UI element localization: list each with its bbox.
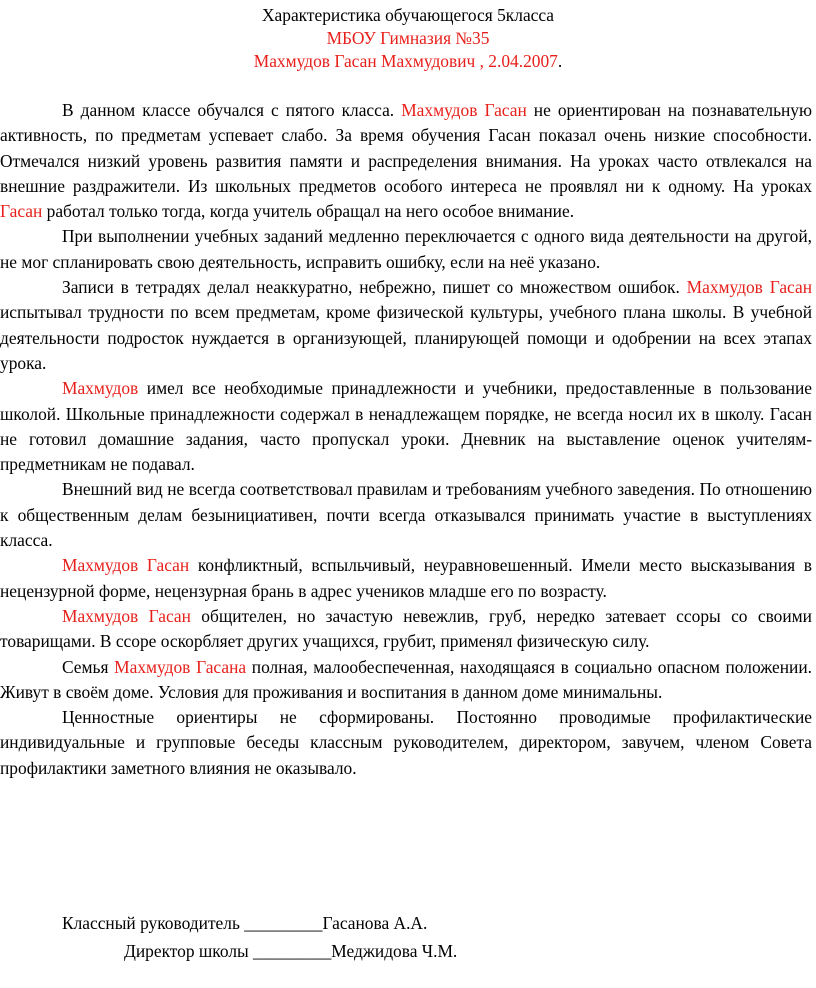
- p4-name: Махмудов: [62, 378, 139, 399]
- paragraph-2: [0, 224, 812, 275]
- p1-text-b: не ориентирован на познавательную активность, по предметам успевает слабо. За время обучения Гасан показал очень низкие способности. Отмечался низкий уровень развития памяти и распределения внимания. На уроках часто отвлекался на внешние раздражители. Из школьных предметов особого интереса не проявлял ни к одному. На уроках: [0, 100, 812, 196]
- p8-name: Махмудов Гасана: [114, 656, 247, 677]
- p1-text-c: работал только тогда, когда учитель обращал на него особое внимание.: [42, 201, 575, 222]
- p8-text-a: Семья: [62, 656, 115, 677]
- student-name-dot: .: [557, 51, 563, 71]
- p3-text-b: испытывал трудности по всем предметам, кроме физической культуры, учебного плана школы. В учебной деятельности подросток нуждается в организующей, планирующей помощи и одобрении на всех этапах урока.: [0, 302, 812, 373]
- p1-name-1: Махмудов Гасан: [401, 100, 527, 120]
- p5-text: Внешний вид не всегда соответствовал правилам и требованиям учебного заведения. По отношению к общественным делам безынициативен, почти всегда отказывался принимать участие в выступлениях класса.: [0, 479, 812, 551]
- student-name: Махмудов Гасан Махмудович , 2.04.2007: [253, 51, 558, 71]
- paragraph-5: [0, 477, 812, 553]
- paragraph-6: [0, 553, 812, 604]
- p3-name: Махмудов Гасан: [686, 277, 812, 298]
- p4-text: имел все необходимые принадлежности и учебники, предоставленные в пользование школой. Школьные принадлежности содержал в ненадлежащем порядке, не всегда носил их в школу. Гасан не готовил домашние задания, часто пропускал уроки. Дневник на выставление оценок учителям-предметникам не подавал.: [0, 378, 812, 475]
- paragraph-4: [0, 376, 812, 477]
- title-text: Характеристика обучающегося 5класса: [261, 5, 555, 25]
- paragraph-9: [0, 705, 812, 781]
- p8-text-b: полная, малообеспеченная, находящаяся в социально опасном положении. Живут в своём доме. Условия для проживания и воспитания в данном доме минимальны.: [0, 656, 812, 702]
- paragraph-1: [0, 98, 812, 224]
- paragraph-3: [0, 275, 812, 376]
- school-name: [0, 27, 816, 49]
- teacher-signature-line: Классный руководитель _________Гасанова А.А.: [62, 913, 428, 933]
- paragraph-7: [0, 604, 812, 655]
- p9-text: Ценностные ориентиры не сформированы. Постоянно проводимые профилактические индивидуальные и групповые беседы классным руководителем, директором, завучем, членом Совета профилактики заметного влияния не оказывало.: [0, 707, 812, 778]
- p2-text: При выполнении учебных заданий медленно переключается с одного вида деятельности на другой, не мог спланировать свою деятельность, исправить ошибку, если на неё указано.: [0, 226, 812, 272]
- p1-name-2: Гасан: [0, 201, 43, 222]
- student-name-line: [0, 50, 816, 72]
- p6-name: Махмудов Гасан: [62, 555, 190, 576]
- p6-text: конфликтный, вспыльчивый, неуравновешенный. Имели место высказывания в нецензурной форме, нецензурная брань в адрес учеников младше его по возрасту.: [0, 555, 812, 601]
- director-signature-line: Директор школы _________Меджидова Ч.М.: [124, 941, 458, 961]
- doc-title: [0, 4, 816, 26]
- p3-text-a: Записи в тетрадях делал неаккуратно, небрежно, пишет со множеством ошибок.: [62, 277, 687, 298]
- characteristic-body: [0, 98, 812, 781]
- p7-text: общителен, но зачастую невежлив, груб, нередко затевает ссоры со своими товарищами. В ссоре оскорбляет других учащихся, грубит, применял физическую силу.: [0, 605, 812, 652]
- p7-name: Махмудов Гасан: [62, 605, 191, 626]
- school-name-text: МБОУ Гимназия №35: [326, 28, 490, 48]
- p1-text-a: В данном классе обучался с пятого класса.: [62, 100, 402, 120]
- paragraph-8: [0, 655, 812, 706]
